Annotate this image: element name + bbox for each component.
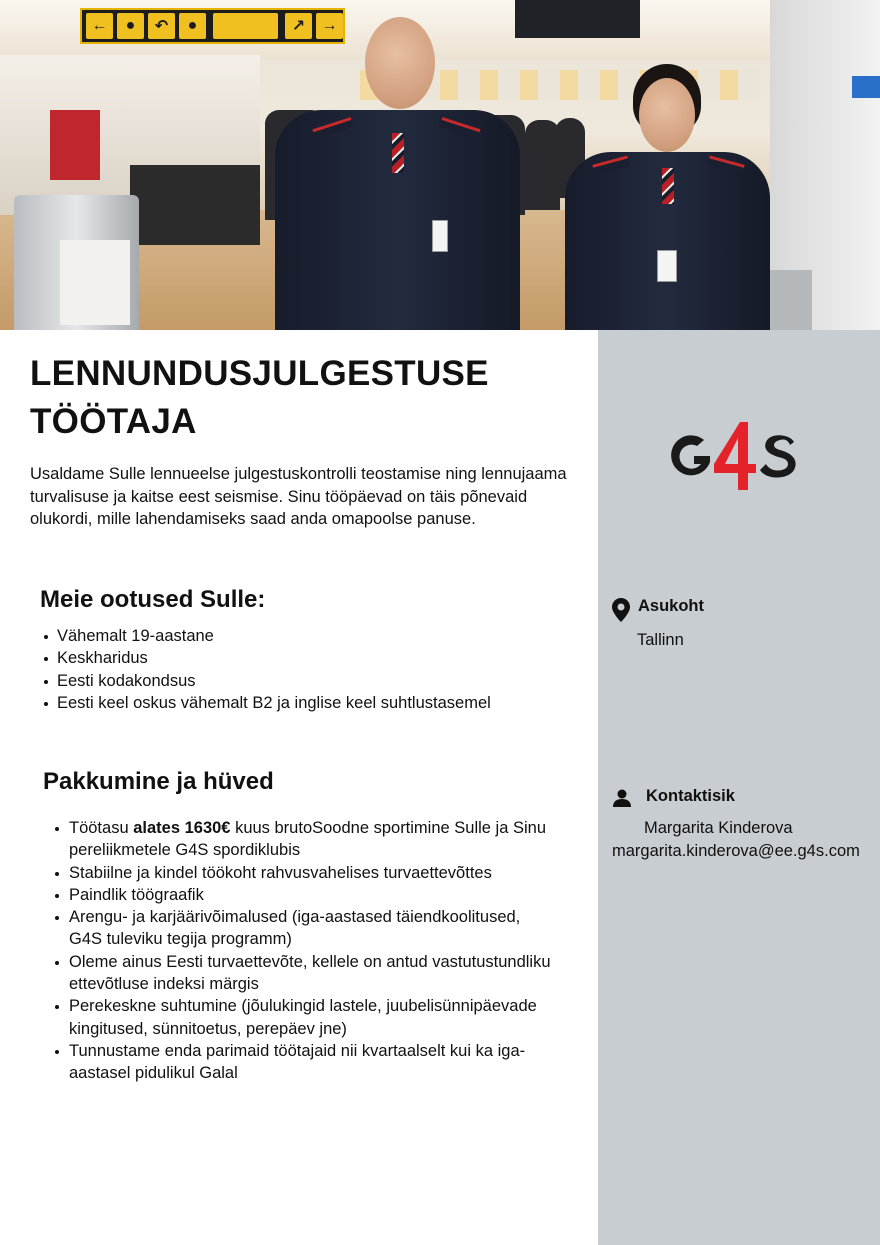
contact-name: Margarita Kinderova <box>644 819 793 837</box>
id-badge <box>657 250 677 282</box>
bullet-icon <box>55 827 59 831</box>
photo-direction-sign <box>852 76 880 98</box>
bullet-icon <box>55 961 59 965</box>
list-item-text: Perekeskne suhtumine (jõulukingid lastele, juubelisünnipäevade kingitused, sünnitoetus, perepäev jne) <box>69 997 537 1038</box>
list-item <box>53 862 553 884</box>
bullet-icon <box>44 680 48 684</box>
bullet-icon <box>44 657 48 661</box>
bullet-icon <box>55 916 59 920</box>
job-title: LENNUNDUSJULGESTUSE TÖÖTAJA <box>30 354 489 441</box>
list-item <box>42 692 562 714</box>
list-item-text: Paindlik töögraafik <box>69 885 204 904</box>
bullet-icon <box>55 1005 59 1009</box>
list-item <box>53 884 553 906</box>
list-item <box>53 995 553 1040</box>
tie <box>392 133 404 173</box>
list-item-text: Oleme ainus Eesti turvaettevõte, kellele on antud vastutustundliku ettevõtluse indeksi märgis <box>69 952 551 994</box>
tie <box>662 168 674 204</box>
logo-number-4 <box>714 422 756 490</box>
list-item <box>53 906 553 951</box>
list-item <box>42 625 562 647</box>
face <box>639 78 695 152</box>
list-item <box>53 951 553 996</box>
salary-amount: alates 1630€ <box>133 819 231 837</box>
list-item-text: Vähemalt 19-aastane <box>57 627 214 645</box>
arrow-right-icon: → <box>316 13 343 39</box>
list-item-text: Stabiilne ja kindel töökoht rahvusvahelises turvaettevõttes <box>69 863 492 882</box>
list-item <box>42 670 562 692</box>
location-pin-icon <box>612 598 630 622</box>
photo-shop-display <box>50 110 100 180</box>
hero-photo <box>0 0 880 330</box>
contact-label: Kontaktisik <box>646 787 735 805</box>
salary-prefix: Töötasu <box>69 819 134 837</box>
location-label: Asukoht <box>638 597 704 615</box>
face <box>365 17 435 109</box>
photo-officer-female <box>565 60 770 330</box>
sidebar <box>598 330 880 1245</box>
list-item-text: Tunnustame enda parimaid töötajaid nii kvartaalselt kui ka iga-aastasel pidulikul Galal <box>69 1041 526 1083</box>
offer-heading: Pakkumine ja hüved <box>43 768 274 795</box>
list-item-text: Eesti keel oskus vähemalt B2 ja inglise keel suhtlustasemel <box>57 693 491 712</box>
logo-letter-s <box>760 435 796 477</box>
bullet-icon <box>55 1050 59 1054</box>
offer-list <box>53 817 553 1085</box>
arrow-left-icon: ← <box>86 13 113 39</box>
bullet-icon <box>55 872 59 876</box>
list-item <box>42 647 562 669</box>
bullet-icon <box>44 702 48 706</box>
photo-lounge-poster <box>60 240 130 325</box>
sign-panel <box>213 13 278 39</box>
expectations-list <box>42 625 562 714</box>
person-icon <box>613 789 631 807</box>
contact-email[interactable]: margarita.kinderova@ee.g4s.com <box>612 842 860 860</box>
g4s-logo <box>670 418 800 496</box>
family-icon: ● <box>179 13 206 39</box>
id-badge <box>432 220 448 252</box>
list-item-salary <box>53 817 553 862</box>
bullet-icon <box>55 894 59 898</box>
photo-officer-male <box>275 15 520 330</box>
photo-info-screen <box>515 0 640 38</box>
expectations-heading: Meie ootused Sulle: <box>40 586 266 613</box>
job-intro: Usaldame Sulle lennueelse julgestuskontrolli teostamise ning lennujaama turvalisuse ja kaitse eest seismise. Sinu tööpäevad on täis põnevaid olukordi, mille lahendamiseks saad anda omapoolse panuse. <box>30 465 567 528</box>
main-content <box>0 330 598 1245</box>
list-item <box>53 1040 553 1085</box>
location-value: Tallinn <box>637 631 684 649</box>
list-item-text: Eesti kodakondsus <box>57 671 196 690</box>
bullet-icon <box>44 635 48 639</box>
logo-letter-g <box>671 435 710 475</box>
arrow-up-right-icon: ↗ <box>285 13 312 39</box>
salary-suffix: kuus brutoSoodne sportimine Sulle ja Sinu pereliikmetele G4S spordiklubis <box>69 819 547 860</box>
list-item-text: Arengu- ja karjäärivõimalused (iga-aastased täiendkoolitused, G4S tuleviku tegija programm) <box>69 908 521 949</box>
restroom-icon: ● <box>117 13 144 39</box>
list-item-text: Keskharidus <box>57 649 148 668</box>
photo-counter <box>130 165 260 245</box>
turn-icon: ↶ <box>148 13 175 39</box>
